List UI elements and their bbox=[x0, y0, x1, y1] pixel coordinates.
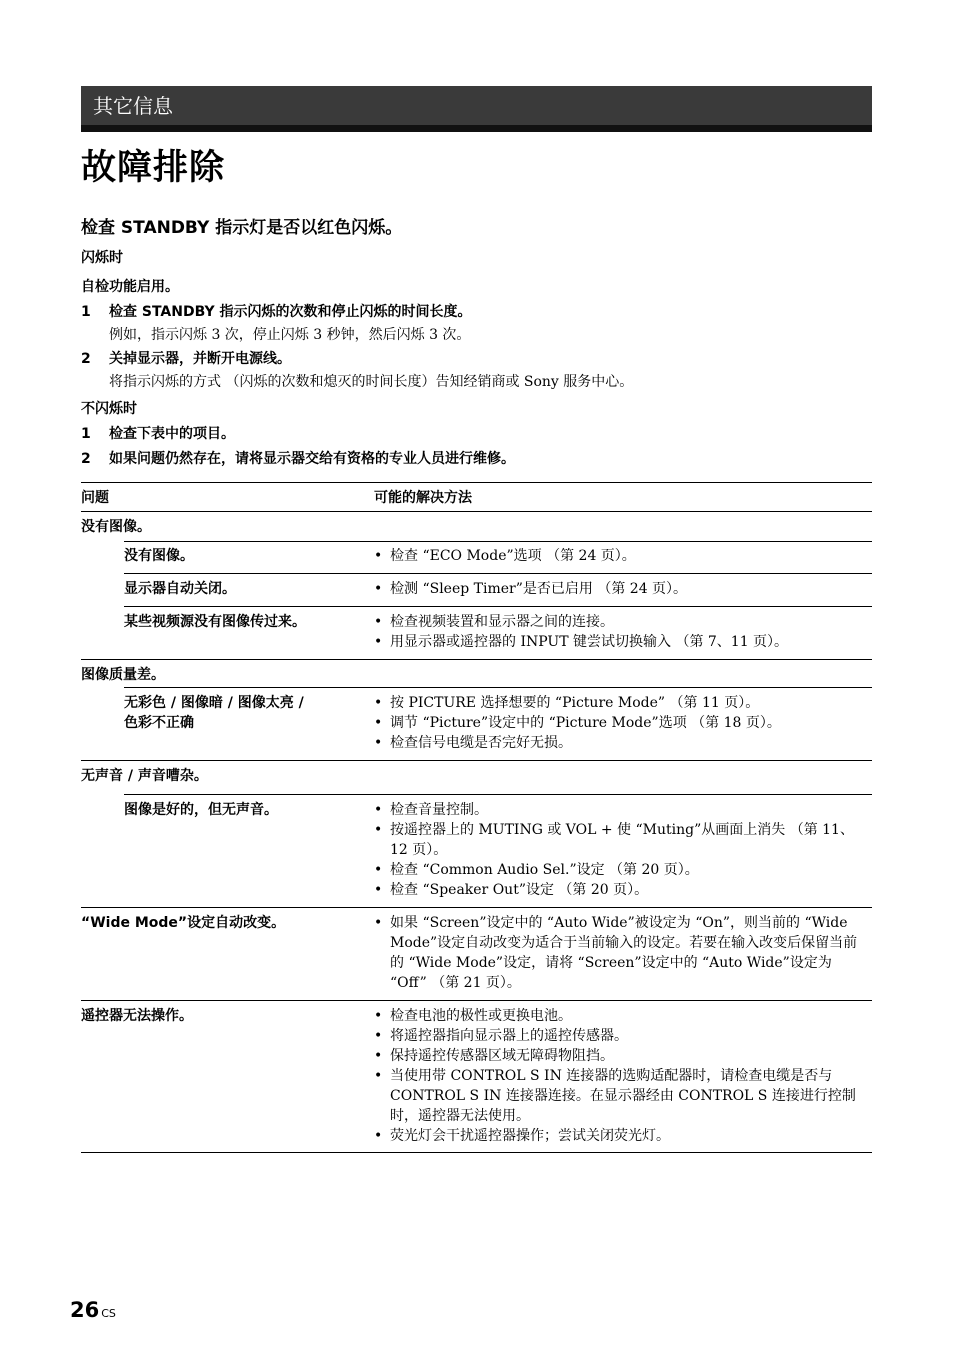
table-rule bbox=[124, 541, 872, 542]
table-rule bbox=[81, 907, 872, 908]
problem-cell: 某些视频源没有图像传过来。 bbox=[124, 614, 306, 630]
selfcheck-label: 自检功能启用。 bbox=[81, 279, 179, 295]
solution-item: • 检查信号电缆是否完好无损。 bbox=[372, 733, 868, 753]
solution-list bbox=[372, 913, 868, 993]
section-band bbox=[81, 86, 872, 126]
step-text: 检查下表中的项目。 bbox=[109, 426, 235, 442]
solution-item: • 保持遥控传感器区域无障碍物阻挡。 bbox=[372, 1046, 868, 1066]
table-rule bbox=[81, 482, 872, 483]
solution-list bbox=[372, 579, 868, 599]
table-rule bbox=[124, 606, 872, 607]
solution-item: • 将遥控器指向显示器上的遥控传感器。 bbox=[372, 1026, 868, 1046]
page-title: 故障排除 bbox=[81, 148, 226, 188]
column-header-solution: 可能的解决方法 bbox=[374, 490, 472, 506]
step-note: 例如，指示闪烁 3 次，停止闪烁 3 秒钟，然后闪烁 3 次。 bbox=[109, 327, 471, 343]
solution-item: • 检查音量控制。 bbox=[372, 800, 868, 820]
page-number-suffix: CS bbox=[101, 1307, 116, 1320]
header-rule bbox=[81, 125, 872, 132]
solution-item: • 用显示器或遥控器的 INPUT 键尝试切换输入 （第 7、11 页）。 bbox=[372, 632, 868, 652]
solution-item: • 如果 “Screen”设定中的 “Auto Wide”被设定为 “On”，则当前的 “Wide Mode”设定自动改变为适合于当前输入的设定。若要在输入改变后保留当前的 “Wide Mode”设定，请将 “Screen”设定中的 “Auto Wide”设定为 “Off” （第 21 页）。 bbox=[372, 913, 868, 993]
step-number: 1 bbox=[81, 304, 91, 320]
page-number-value: 26 bbox=[70, 1298, 100, 1322]
step-number: 1 bbox=[81, 426, 91, 442]
table-rule bbox=[81, 760, 872, 761]
problem-cell: 没有图像。 bbox=[124, 548, 194, 564]
solution-item: • 检测 “Sleep Timer”是否已启用 （第 24 页）。 bbox=[372, 579, 868, 599]
solution-item: • 荧光灯会干扰遥控器操作；尝试关闭荧光灯。 bbox=[372, 1126, 868, 1146]
solution-list bbox=[372, 693, 868, 753]
solution-item: • 当使用带 CONTROL S IN 连接器的选购适配器时，请检查电缆是否与 CONTROL S IN 连接器连接。在显示器经由 CONTROL S 连接进行控制时，遥控器无法使用。 bbox=[372, 1066, 868, 1126]
solution-item: • 检查 “ECO Mode”选项 （第 24 页）。 bbox=[372, 546, 868, 566]
table-rule bbox=[124, 794, 872, 795]
solution-list bbox=[372, 546, 868, 566]
step-text: 如果问题仍然存在，请将显示器交给有资格的专业人员进行维修。 bbox=[109, 451, 515, 467]
blinking-label: 闪烁时 bbox=[81, 250, 123, 266]
table-rule bbox=[81, 511, 872, 512]
table-rule bbox=[81, 1000, 872, 1001]
table-rule bbox=[81, 1152, 872, 1153]
solution-list bbox=[372, 1006, 868, 1146]
solution-item: • 检查 “Common Audio Sel.”设定 （第 20 页）。 bbox=[372, 860, 868, 880]
step-text: 关掉显示器，并断开电源线。 bbox=[109, 351, 291, 367]
group-label: 图像质量差。 bbox=[81, 667, 165, 683]
solution-item: • 检查视频装置和显示器之间的连接。 bbox=[372, 612, 868, 632]
group-label: 没有图像。 bbox=[81, 519, 151, 535]
column-header-problem: 问题 bbox=[81, 490, 109, 506]
solution-list bbox=[372, 612, 868, 652]
page-number bbox=[70, 1296, 116, 1324]
section-band-label: 其它信息 bbox=[93, 94, 173, 118]
solution-list bbox=[372, 800, 868, 900]
group-label: 无声音 / 声音嘈杂。 bbox=[81, 768, 208, 784]
not-blinking-label: 不闪烁时 bbox=[81, 401, 137, 417]
table-rule bbox=[124, 687, 872, 688]
problem-cell: 色彩不正确 bbox=[124, 715, 194, 731]
problem-cell: 遥控器无法操作。 bbox=[81, 1008, 193, 1024]
problem-cell: 无彩色 / 图像暗 / 图像太亮 / bbox=[124, 695, 304, 711]
step-number: 2 bbox=[81, 451, 91, 467]
solution-item: • 按遥控器上的 MUTING 或 VOL + 使 “Muting”从画面上消失 （第 11、12 页）。 bbox=[372, 820, 868, 860]
step-text: 检查 STANDBY 指示闪烁的次数和停止闪烁的时间长度。 bbox=[109, 304, 472, 320]
solution-item: • 按 PICTURE 选择想要的 “Picture Mode” （第 11 页）。 bbox=[372, 693, 868, 713]
table-rule bbox=[124, 573, 872, 574]
problem-cell: 图像是好的，但无声音。 bbox=[124, 802, 278, 818]
problem-cell: “Wide Mode”设定自动改变。 bbox=[81, 915, 286, 931]
solution-item: • 检查电池的极性或更换电池。 bbox=[372, 1006, 868, 1026]
table-rule bbox=[81, 659, 872, 660]
step-note: 将指示闪烁的方式 （闪烁的次数和熄灭的时间长度）告知经销商或 Sony 服务中心。 bbox=[109, 374, 634, 390]
solution-item: • 检查 “Speaker Out”设定 （第 20 页）。 bbox=[372, 880, 868, 900]
standby-heading: 检查 STANDBY 指示灯是否以红色闪烁。 bbox=[81, 218, 403, 238]
step-number: 2 bbox=[81, 351, 91, 367]
solution-item: • 调节 “Picture”设定中的 “Picture Mode”选项 （第 18 页）。 bbox=[372, 713, 868, 733]
problem-cell: 显示器自动关闭。 bbox=[124, 581, 236, 597]
